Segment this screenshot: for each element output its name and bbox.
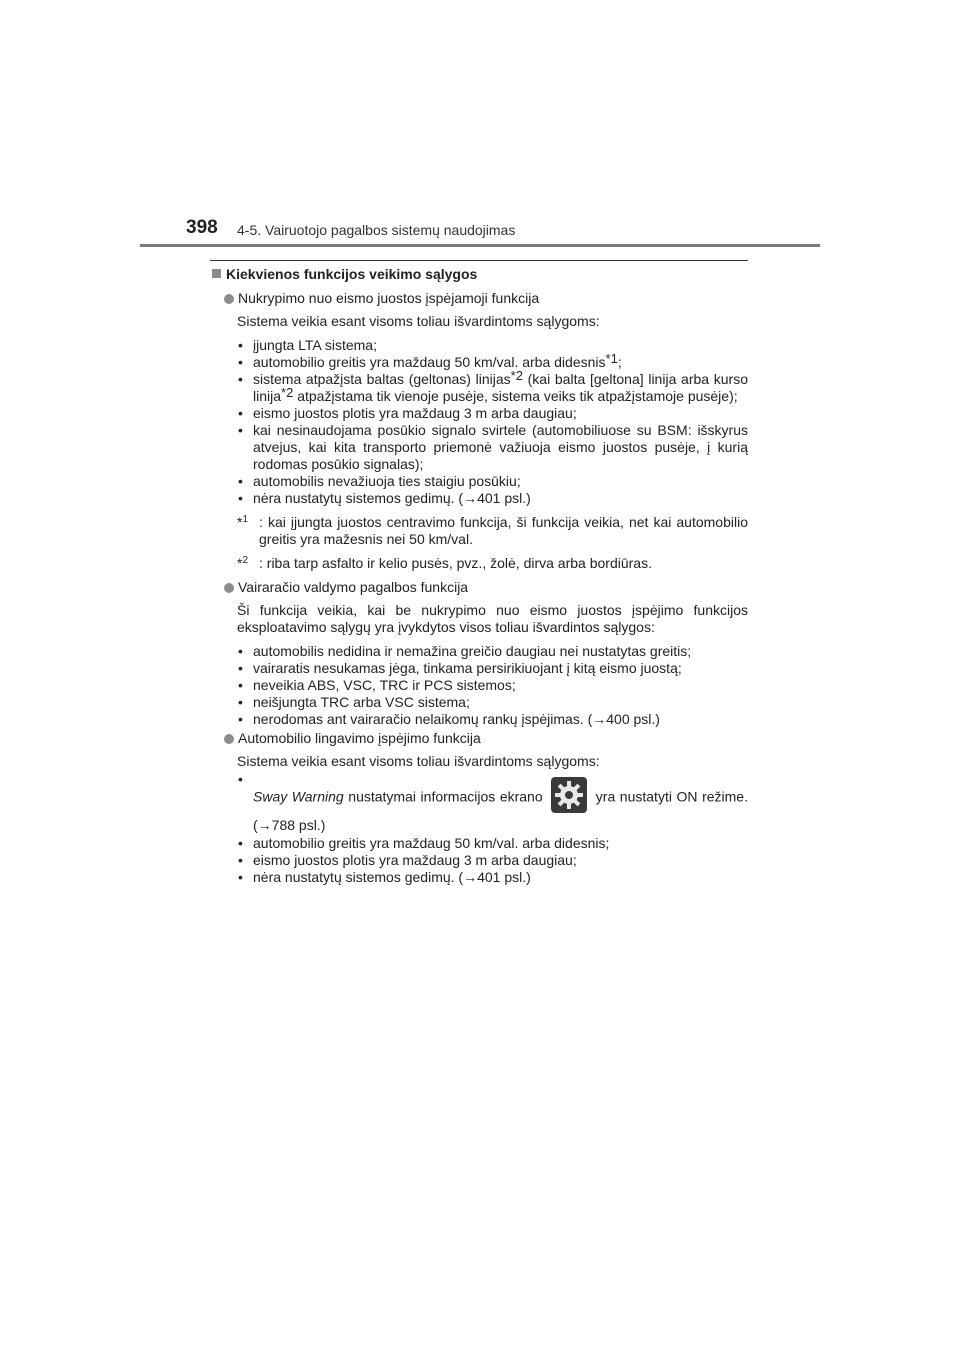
page-content — [212, 266, 748, 886]
page-number: 398 — [186, 217, 218, 238]
list-item: • neveikia ABS, VSC, TRC ir PCS sistemos; — [237, 677, 748, 694]
circle-bullet-icon — [224, 583, 234, 593]
list-item: • nėra nustatytų sistemos gedimų. (→401 psl.) — [237, 490, 748, 507]
section-title: Kiekvienos funkcijos veikimo sąlygos — [226, 266, 478, 282]
footnote-1: *$^1$ : kai įjungta juostos centravimo funkcija, ši funkcija veikia, net kai automobilio greitis yra mažesnis nei 50 km/val. — [237, 514, 748, 547]
square-bullet-icon — [212, 269, 221, 278]
function-heading-lane-departure — [224, 290, 748, 307]
footnote-ref: *1 — [605, 351, 618, 366]
list-item: • neišjungta TRC arba VSC sistema; — [237, 694, 748, 711]
list-item: • eismo juostos plotis yra maždaug 3 m arba daugiau; — [237, 405, 748, 422]
list-item: • automobilio greitis yra maždaug 50 km/val. arba didesnis; — [237, 835, 748, 852]
list-item: • vairaratis nesukamas jėga, tinkama persirikiuojant į kitą eismo juostą; — [237, 660, 748, 677]
section-divider — [210, 260, 748, 261]
list-item: • automobilis nedidina ir nemažina greičio daugiau nei nustatytas greitis; — [237, 643, 748, 660]
function-title: Nukrypimo nuo eismo juostos įspėjamoji funkcija — [238, 290, 540, 306]
list-item: • nėra nustatytų sistemos gedimų. (→401 psl.) — [237, 869, 748, 886]
circle-bullet-icon — [224, 294, 234, 304]
paragraph: Ši funkcija veikia, kai be nukrypimo nuo eismo juostos įspėjimo funkcijos eksploatavimo sąlygų yra įvykdytos visos toliau išvardintos sąlygos: — [237, 602, 748, 635]
list-item: • kai nesinaudojama posūkio signalo svirtele (automobiliuose su BSM: išskyrus atvejus, kai kita transporto priemonė važiuoja eismo juostos pusėje, į kurią rodomas posūkio signalas); — [237, 422, 748, 473]
function-title: Automobilio lingavimo įspėjimo funkcija — [238, 730, 481, 746]
section-heading — [212, 266, 748, 283]
footnote-ref: *2 — [510, 368, 523, 383]
footnote-2: *$^2$ : riba tarp asfalto ir kelio pusės, pvz., žolė, dirva arba bordiūras. — [237, 555, 652, 571]
list-item: • Sway Warning nustatymai informacijos ekrano yra nustatyti ON režime. (→788 psl.) — [237, 770, 748, 835]
list-item: • eismo juostos plotis yra maždaug 3 m arba daugiau; — [237, 852, 748, 869]
function-heading-steering-assist — [224, 579, 748, 596]
footnote-ref: *2 — [281, 385, 294, 400]
condition-list — [237, 337, 748, 507]
list-item: • sistema atpažįsta baltas (geltonas) linijas$^{*2}$ (kai balta [geltona] linija arba kurso linija$^{*2}$ atpažįstama tik vienoje pusėje, sistema veiks tik atpažįstamoje pusėje); — [237, 371, 748, 405]
list-item: • nerodomas ant vairaračio nelaikomų rankų įspėjimas. (→400 psl.) — [237, 711, 748, 728]
chapter-title: 4-5. Vairuotojo pagalbos sistemų naudojimas — [237, 222, 516, 238]
circle-bullet-icon — [224, 734, 234, 744]
paragraph: Sistema veikia esant visoms toliau išvardintoms sąlygoms: — [237, 313, 600, 329]
condition-list — [237, 770, 748, 886]
settings-gear-icon — [551, 777, 587, 813]
list-item: • automobilis nevažiuoja ties staigiu posūkiu; — [237, 473, 748, 490]
function-title: Vairaračio valdymo pagalbos funkcija — [238, 579, 469, 595]
list-item: • automobilio greitis yra maždaug 50 km/val. arba didesnis$^{*1}$; — [237, 354, 748, 371]
paragraph: Sistema veikia esant visoms toliau išvardintoms sąlygoms: — [237, 753, 600, 769]
list-item: • įjungta LTA sistema; — [237, 337, 748, 354]
function-heading-sway-warning — [224, 730, 748, 747]
header-divider — [140, 244, 820, 247]
condition-list — [237, 643, 748, 728]
